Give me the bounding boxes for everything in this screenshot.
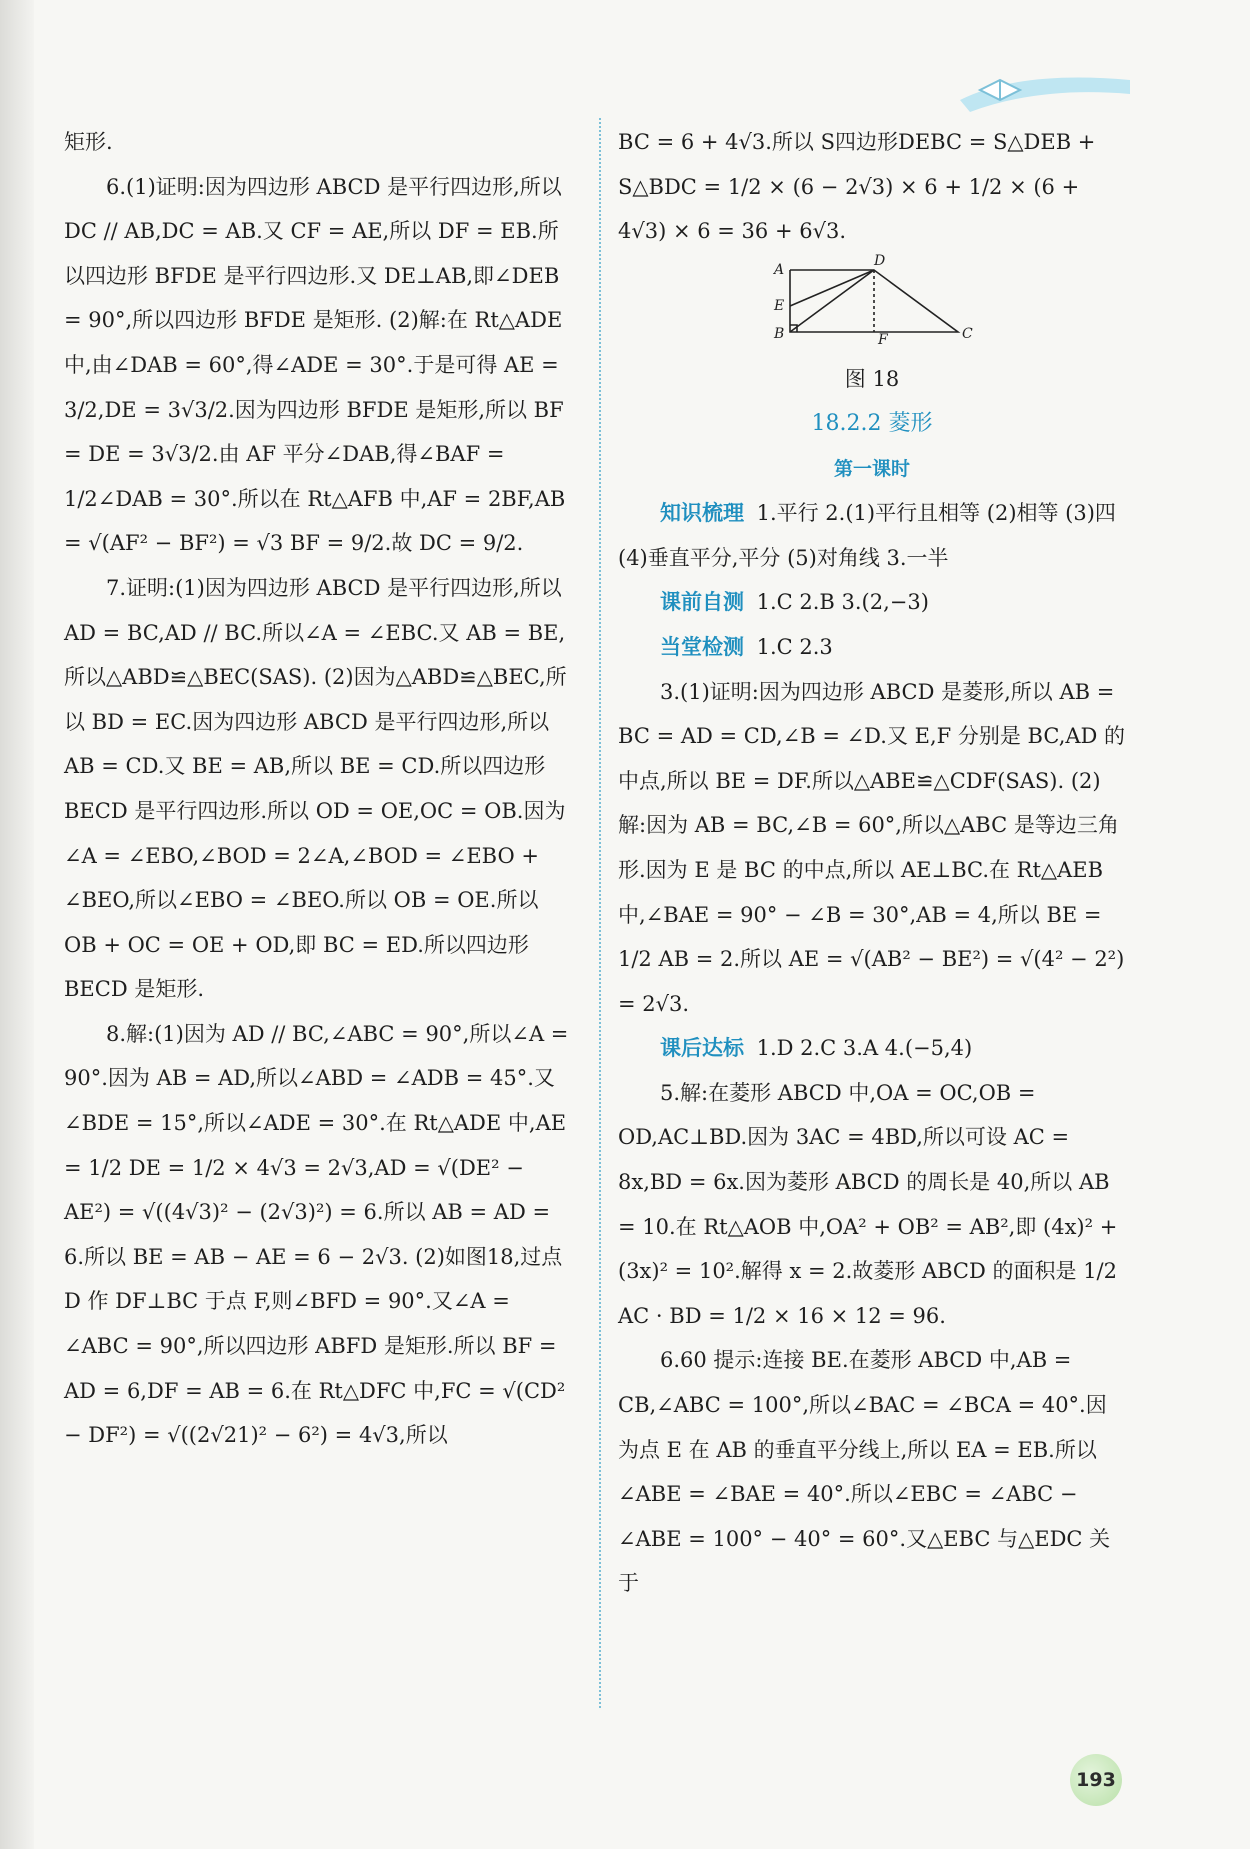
in-class-label: 当堂检测: [660, 633, 744, 659]
answer-problem-7: 7.证明:(1)因为四边形 ABCD 是平行四边形,所以 AD = BC,AD // BC.所以∠A = ∠EBC.又 AB = BE,所以△ABD≌△BEC(SAS). (2)因为△ABD≌△BEC,所以 BD = EC.因为四边形 ABCD 是平行四边形,所以 AB = CD.又 BE = AB,所以 BE = CD.所以四边形 BECD 是平行四边形.所以 OD = OE,OC = OB.因为∠A = ∠EBO,∠BOD = 2∠A,∠BOD = ∠EBO + ∠BEO,所以∠EBO = ∠BEO.所以 OB = OE.所以 OB + OC = OE + OD,即 BC = ED.所以四边形 BECD 是矩形.: [64, 575, 567, 1002]
in-class-text: 1.C 2.3: [756, 634, 833, 659]
after-class-check: [618, 1026, 1126, 1071]
knowledge-text: 1.平行 2.(1)平行且相等 (2)相等 (3)四 (4)垂直平分,平分 (5)对角线 3.一半: [618, 501, 1116, 570]
column-divider: [599, 118, 601, 1708]
page-binding-shadow: [0, 0, 34, 1849]
figure-caption: 图 18: [844, 367, 900, 392]
left-column: [64, 120, 572, 1458]
point-label-b: B: [774, 325, 785, 342]
after-class-text: 1.D 2.C 3.A 4.(−5,4): [756, 1036, 973, 1061]
point-label-e: E: [774, 297, 785, 314]
pre-check-text: 1.C 2.B 3.(2,−3): [756, 590, 929, 615]
page-number: 193: [1070, 1754, 1122, 1806]
lesson-title: 第一课时: [833, 457, 910, 480]
answer-problem-5: 5.解:在菱形 ABCD 中,OA = OC,OB = OD,AC⊥BD.因为 3AC = 4BD,所以可设 AC = 8x,BD = 6x.因为菱形 ABCD 的周长是 40,所以 AB = 10.在 Rt△AOB 中,OA² + OB² = AB²,即 (4x)² + (3x)² = 10².解得 x = 2.故菱形 ABCD 的面积是 1/2 AC · BD = 1/2 × 16 × 12 = 96.: [618, 1080, 1118, 1328]
right-column: [618, 120, 1126, 1606]
knowledge-label: 知识梳理: [660, 500, 744, 526]
answer-problem-8: 8.解:(1)因为 AD // BC,∠ABC = 90°,所以∠A = 90°.因为 AB = AD,所以∠ABD = ∠ADB = 45°.又∠BDE = 15°,所以∠ADE = 30°.在 Rt△ADE 中,AE = 1/2 DE = 1/2 × 4√3 = 2√3,AD = √(DE² − AE²) = √((4√3)² − (2√3)²) = 6.所以 AB = AD = 6.所以 BE = AB − AE = 6 − 2√3. (2)如图18,过点 D 作 DF⊥BC 于点 F,则∠BFD = 90°.又∠A = ∠ABC = 90°,所以四边形 ABFD 是矩形.所以 BF = AD = 6,DF = AB = 6.在 Rt△DFC 中,FC = √(CD² − DF²) = √((2√21)² − 6²) = 4√3,所以: [64, 1021, 569, 1448]
point-label-c: C: [962, 325, 973, 342]
point-label-d: D: [874, 253, 886, 269]
answer-block: 矩形.: [64, 130, 113, 154]
after-class-label: 课后达标: [660, 1035, 744, 1061]
section-title: 18.2.2 菱形: [811, 410, 933, 436]
knowledge-review: [618, 491, 1126, 580]
pre-class-check: [618, 580, 1126, 625]
answer-problem-6: 6.(1)证明:因为四边形 ABCD 是平行四边形,所以 DC // AB,DC = AB.又 CF = AE,所以 DF = EB.所以四边形 BFDE 是平行四边形.又 DE⊥AB,即∠DEB = 90°,所以四边形 BFDE 是矩形. (2)解:在 Rt△ADE 中,由∠DAB = 60°,得∠ADE = 30°.于是可得 AE = 3/2,DE = 3√3/2.因为四边形 BFDE 是矩形,所以 BF = DE = 3√3/2.由 AF 平分∠DAB,得∠BAF = 1/2∠DAB = 30°.所以在 Rt△AFB 中,AF = 2BF,AB = √(AF² − BF²) = √3 BF = 9/2.故 DC = 9/2.: [64, 174, 566, 556]
in-class-check: [618, 625, 1126, 670]
answer-problem-3: 3.(1)证明:因为四边形 ABCD 是菱形,所以 AB = BC = AD = CD,∠B = ∠D.又 E,F 分别是 BC,AD 的中点,所以 BE = DF.所以△ABE≌△CDF(SAS). (2)解:因为 AB = BC,∠B = 60°,所以△ABC 是等边三角形.因为 E 是 BC 的中点,所以 AE⊥BC.在 Rt△AEB 中,∠BAE = 90° − ∠B = 30°,AB = 4,所以 BE = 1/2 AB = 2.所以 AE = √(AB² − BE²) = √(4² − 2²) = 2√3.: [618, 679, 1126, 1016]
figure-18: [618, 254, 1126, 402]
answer-problem-6-rhombus: 6.60 提示:连接 BE.在菱形 ABCD 中,AB = CB,∠ABC = 100°,所以∠BAC = ∠BCA = 40°.因为点 E 在 AB 的垂直平分线上,所以 EA = EB.所以∠ABE = ∠BAE = 40°.所以∠EBC = ∠ABC − ∠ABE = 100° − 40° = 60°.又△EBC 与△EDC 关于: [618, 1348, 1111, 1596]
trapezoid-diagram: [762, 254, 982, 346]
point-label-a: A: [774, 261, 785, 278]
book-header-decoration: [960, 60, 1130, 120]
answer-continuation: BC = 6 + 4√3.所以 S四边形DEBC = S△DEB + S△BDC = 1/2 × (6 − 2√3) × 6 + 1/2 × (6 + 4√3) × 6 = 36 + 6√3.: [618, 130, 1096, 244]
point-label-f: F: [878, 331, 888, 346]
pre-check-label: 课前自测: [660, 589, 744, 615]
